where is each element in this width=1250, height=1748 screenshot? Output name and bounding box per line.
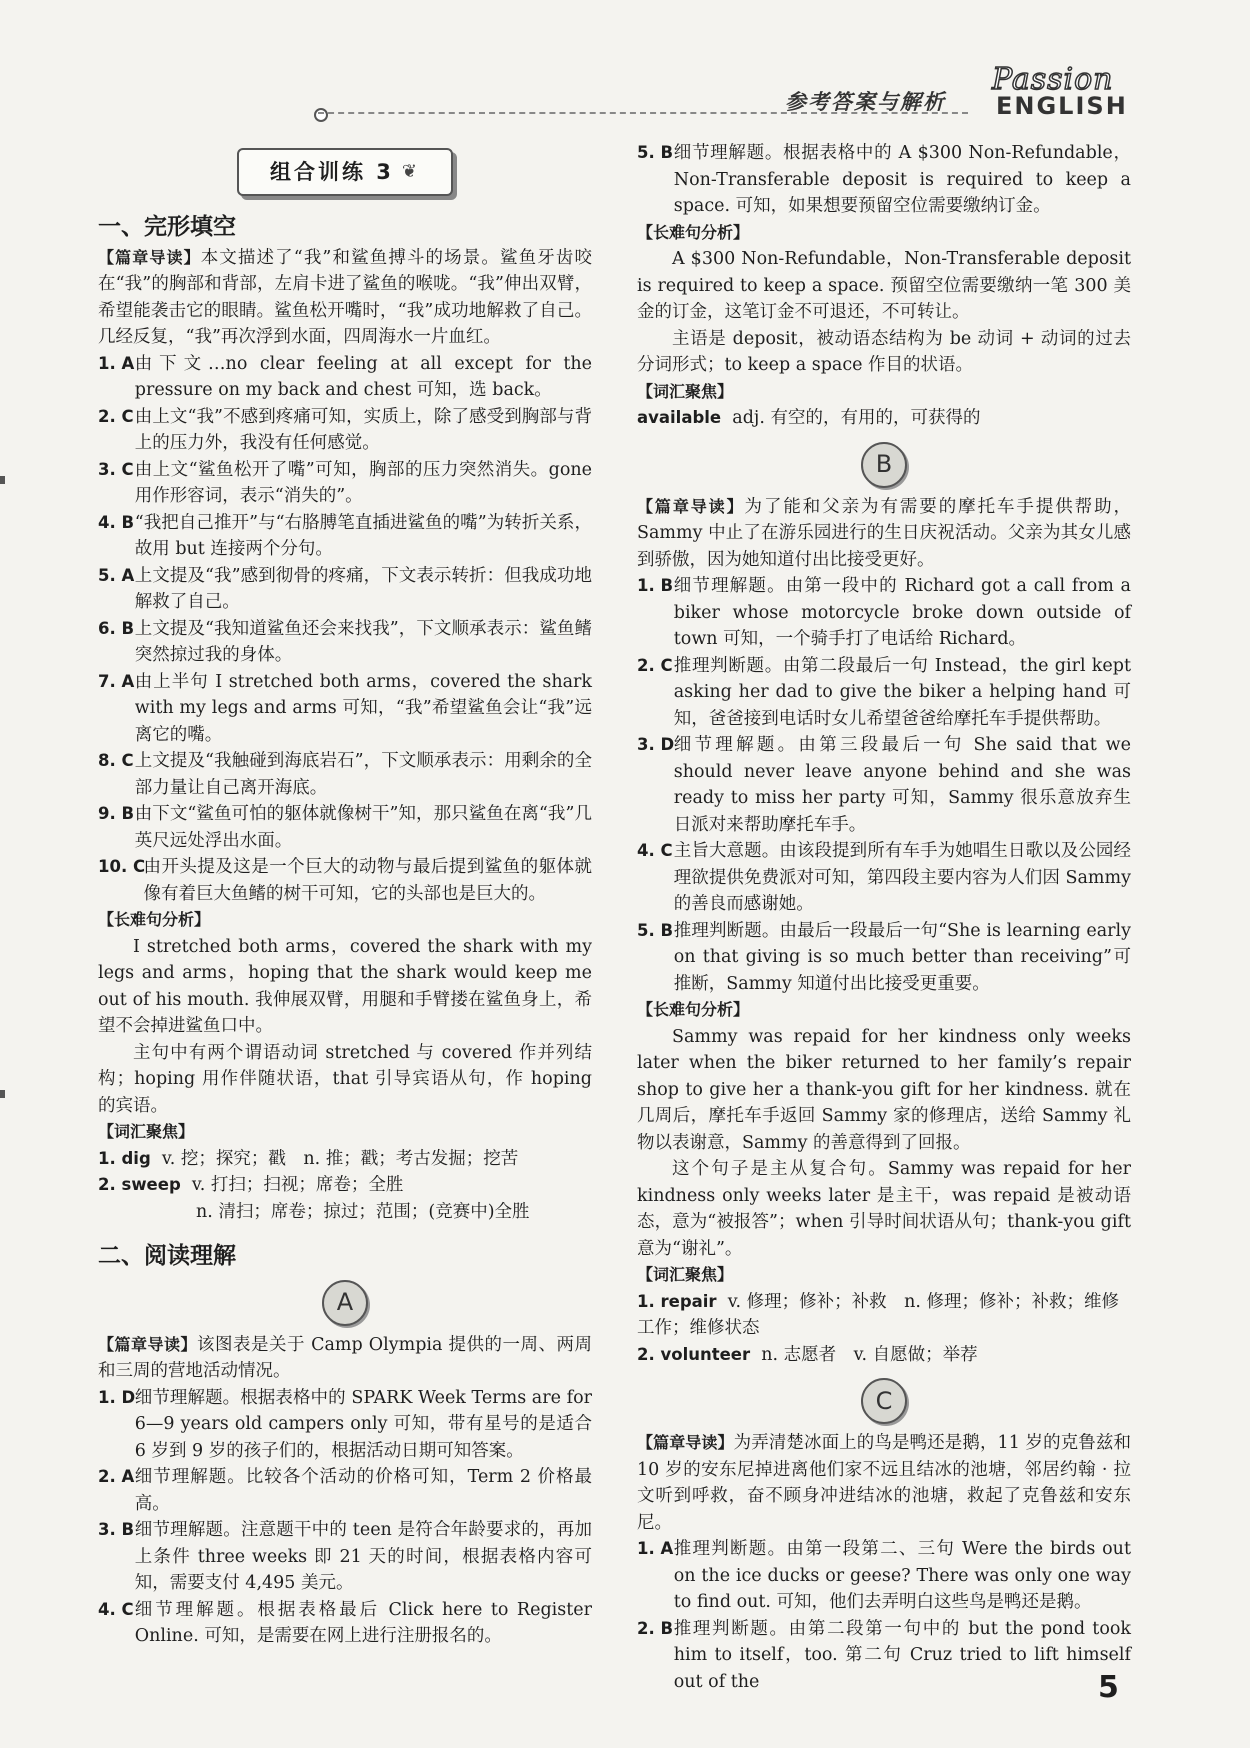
left-column <box>98 140 592 1650</box>
intro-tag: 【篇章导读】 <box>98 1334 198 1354</box>
answer-number: 4. C <box>637 841 673 860</box>
passage-a-answers <box>98 1385 592 1650</box>
vocab-word: 1. repair <box>637 1291 717 1311</box>
vocab-item <box>637 1342 1131 1369</box>
answer-text: 细节理解题。由第三段最后一句 She said that we should never leave anyone behind and she was ready to miss her party 可知，Sammy 很乐意放弃生日派对来帮助摩托车手。 <box>673 735 1131 835</box>
vocab-item <box>98 1172 592 1199</box>
answer-number: 7. A <box>98 671 135 691</box>
answer-text: 推理判断题。由最后一段最后一句“She is learning early on that giving is so much better than receiving”可推断，Sammy 知道付出比接受更重要。 <box>673 920 1131 994</box>
answer-text: 细节理解题。根据表格中的 A $300 Non-Refundable，Non-Transferable deposit is required to keep a space. 可知，如果想要预留空位需要缴纳订金。 <box>673 143 1131 216</box>
intro-text: 本文描述了“我”和鲨鱼搏斗的场景。鲨鱼牙齿咬在“我”的胸部和背部，左肩卡进了鲨鱼的喉咙。“我”伸出双臂，希望能袭击它的眼睛。鲨鱼松开嘴时，“我”成功地解救了自己。几经反复，“我”再次浮到水面，四周海水一片血红。 <box>98 247 592 347</box>
intro-tag: 【篇章导读】 <box>98 247 201 267</box>
section-banner <box>237 148 453 196</box>
answer-item <box>98 616 592 669</box>
cloze-answers <box>98 351 592 908</box>
answer-number: 4. C <box>98 1599 134 1619</box>
vocab-word: 1. dig <box>98 1148 151 1168</box>
intro-tag: 【篇章导读】 <box>637 496 745 516</box>
vocab-definition: n. 志愿者 v. 自愿做；举荐 <box>761 1344 978 1365</box>
section-heading-reading: 二、阅读理解 <box>98 1243 236 1269</box>
binding-mark <box>0 1090 5 1098</box>
long-sentence-tag: 【长难句分析】 <box>637 1000 750 1019</box>
answer-item <box>98 457 592 510</box>
answer-text: 由开头提及这是一个巨大的动物与最后提到鲨鱼的躯体就像有着巨大鱼鳍的树干可知，它的头部也是巨大的。 <box>143 857 592 904</box>
answer-text: 上文提及“我触碰到海底岩石”，下文顺承表示：用剩余的全部力量让自己离开海底。 <box>134 751 592 798</box>
header-title: 参考答案与解析 <box>785 90 946 114</box>
answer-item <box>98 404 592 457</box>
answer-number: 5. B <box>637 920 674 940</box>
intro-text: 该图表是关于 Camp Olympia 提供的一周、两周和三周的营地活动情况。 <box>98 1334 592 1381</box>
answer-item <box>98 563 592 616</box>
vocab-tag: 【词汇聚焦】 <box>637 381 734 401</box>
answer-item <box>98 854 592 907</box>
answer-text: 主旨大意题。由该段提到所有车手为她唱生日歌以及公园经理欲提供免费派对可知，第四段主要内容为人们因 Sammy 的善良而感谢她。 <box>673 841 1131 914</box>
logo-passion: Passion <box>992 62 1114 97</box>
vocab-definition: adj. 有空的，有用的，可获得的 <box>732 408 981 428</box>
answer-number: 1. A <box>637 1539 674 1558</box>
answer-text: “我把自己推开”与“右胳膊笔直插进鲨鱼的嘴”为转折关系，故用 but 连接两个分句。 <box>134 512 592 559</box>
vocab-definition-cont: n. 清扫；席卷；掠过；范围；(竞赛中)全胜 <box>196 1201 530 1222</box>
answer-text: 由下文“鲨鱼可怕的躯体就像树干”知，那只鲨鱼在离“我”几英尺远处浮出水面。 <box>134 804 592 851</box>
long-sentence-tag: 【长难句分析】 <box>637 222 750 242</box>
vocab-tag: 【词汇聚焦】 <box>637 1265 734 1284</box>
vocab-tag: 【词汇聚焦】 <box>98 1122 195 1141</box>
answer-number: 2. C <box>637 655 673 675</box>
passage-c-marker: C <box>861 1378 907 1424</box>
answer-number: 1. D <box>98 1387 136 1407</box>
answer-text: 由上文“鲨鱼松开了嘴”可知，胸部的压力突然消失。gone 用作形容词，表示“消失的”。 <box>134 459 592 506</box>
logo-english: ENGLISH <box>996 92 1128 120</box>
long-sentence-analysis: 主句中有两个谓语动词 stretched 与 covered 作并列结构；hoping 用作伴随状语，that 引导宾语从句，作 hoping 的宾语。 <box>98 1042 592 1116</box>
long-sentence-tag: 【长难句分析】 <box>98 910 211 929</box>
vocab-item <box>98 1146 592 1173</box>
answer-item <box>637 140 1131 220</box>
answer-number: 6. B <box>98 618 135 638</box>
answer-number: 10. C <box>98 857 146 876</box>
answer-number: 8. C <box>98 751 134 770</box>
intro-paragraph <box>637 1430 1131 1536</box>
intro-paragraph <box>98 1332 592 1385</box>
answer-number: 2. A <box>98 1467 135 1486</box>
answer-item <box>637 838 1131 918</box>
vocab-word: available <box>637 408 722 427</box>
intro-paragraph <box>98 245 592 351</box>
header-dot <box>314 108 328 122</box>
answer-text: 细节理解题。比较各个活动的价格可知，Term 2 价格最高。 <box>134 1467 592 1514</box>
answer-text: 由上文“我”不感到疼痛可知，实质上，除了感受到胸部与背上的压力外，我没有任何感觉。 <box>134 406 592 453</box>
answer-text: 推理判断题。由第二段第一句中的 but the pond took him to itself，too. 第二句 Cruz tried to lift himself out of the <box>673 1618 1131 1692</box>
vocab-item <box>637 405 1131 432</box>
answer-item <box>98 1597 592 1650</box>
answer-text: 由上半句 I stretched both arms，covered the shark with my legs and arms 可知，“我”希望鲨鱼会让“我”远离它的嘴。 <box>134 671 592 745</box>
right-column <box>637 140 1131 1695</box>
answer-number: 5. A <box>98 565 135 585</box>
answer-item <box>637 1536 1131 1616</box>
long-sentence-analysis: 这个句子是主从复合句。Sammy was repaid for her kindness only weeks later 是主干，was repaid 是被动语态，意为“被报答”；when 引导时间状语从句；thank-you gift 意为“谢礼”。 <box>637 1159 1131 1259</box>
answer-item <box>637 573 1131 653</box>
answer-item <box>98 1385 592 1465</box>
answer-number: 3. D <box>637 735 675 754</box>
answer-item <box>637 732 1131 838</box>
intro-text: 为弄清楚冰面上的鸟是鸭还是鹅，11 岁的克鲁兹和 10 岁的安东尼掉进离他们家不远且结冰的池塘，邻居约翰 · 拉文听到呼救，奋不顾身冲进结冰的池塘，救起了克鲁兹和安东尼。 <box>637 1433 1131 1533</box>
leaf-icon: ❦ <box>401 160 421 182</box>
long-sentence-analysis: 主语是 deposit，被动语态结构为 be 动词 + 动词的过去分词形式；to keep a space 作目的状语。 <box>637 328 1131 375</box>
page-number: 5 <box>1098 1670 1119 1705</box>
answer-text: 由下文…no clear feeling at all except for the pressure on my back and chest 可知，选 back。 <box>134 353 592 400</box>
vocab-definition: v. 修理；修补；补救 n. 修理；修补；补救；维修工作；维修状态 <box>637 1291 1120 1338</box>
banner-title: 组合训练 3 <box>269 159 394 184</box>
answer-text: 细节理解题。注意题干中的 teen 是符合年龄要求的，再加上条件 three weeks 即 21 天的时间，根据表格内容可知，需要支付 4,495 美元。 <box>134 1520 592 1593</box>
answer-number: 5. B <box>637 143 674 162</box>
answer-text: 推理判断题。由第二段最后一句 Instead，the girl kept asking her dad to give the biker a helping hand 可知，爸爸接到电话时女儿希望爸爸给摩托车手提供帮助。 <box>673 655 1131 729</box>
answer-text: 上文提及“我”感到彻骨的疼痛，下文表示转折：但我成功地解救了自己。 <box>134 565 592 612</box>
answer-text: 细节理解题。根据表格中的 SPARK Week Terms are for 6—9 years old campers only 可知，带有星号的是适合 6 岁到 9 岁的孩子们的，根据活动日期可知答案。 <box>134 1387 592 1461</box>
long-sentence-text: I stretched both arms，covered the shark with my legs and arms，hoping that the shark would keep me out of his mouth. 我伸展双臂，用腿和手臂搂在鲨鱼身上，希望不会掉进鲨鱼口中。 <box>98 936 592 1036</box>
answer-text: 上文提及“我知道鲨鱼还会来找我”，下文顺承表示：鲨鱼鳍突然掠过我的身体。 <box>134 618 592 665</box>
answer-number: 4. B <box>98 512 135 532</box>
vocab-word: 2. volunteer <box>637 1344 751 1364</box>
answer-item <box>98 748 592 801</box>
answer-number: 1. B <box>637 576 674 595</box>
answer-item <box>637 653 1131 733</box>
answer-number: 3. B <box>98 1520 135 1539</box>
section-heading-cloze: 一、完形填空 <box>98 214 236 240</box>
intro-tag: 【篇章导读】 <box>637 1433 734 1452</box>
answer-item <box>98 351 592 404</box>
answer-number: 3. C <box>98 459 134 479</box>
answer-item <box>637 918 1131 998</box>
passage-a-marker: A <box>322 1280 368 1326</box>
vocab-definition: v. 打扫；扫视；席卷；全胜 <box>191 1175 404 1195</box>
binding-mark <box>0 476 5 484</box>
answer-number: 2. B <box>637 1618 674 1638</box>
answer-item <box>98 1517 592 1597</box>
answer-number: 1. A <box>98 353 135 373</box>
intro-text: 为了能和父亲为有需要的摩托车手提供帮助，Sammy 中止了在游乐园进行的生日庆祝活动。父亲为其女儿感到骄傲，因为她知道付出比接受更好。 <box>637 496 1131 570</box>
answer-item <box>98 669 592 749</box>
vocab-definition: v. 挖；探究；戳 n. 推；戳；考古发掘；挖苦 <box>161 1148 519 1169</box>
answer-text: 细节理解题。根据表格最后 Click here to Register Online. 可知，是需要在网上进行注册报名的。 <box>134 1599 592 1646</box>
answer-item <box>98 1464 592 1517</box>
passage-b-answers <box>637 573 1131 997</box>
answer-text: 细节理解题。由第一段中的 Richard got a call from a biker whose motorcycle broke down outside of town 可知，一个骑手打了电话给 Richard。 <box>673 576 1131 649</box>
passage-c-answers <box>637 1536 1131 1695</box>
answer-item <box>98 510 592 563</box>
answer-text: 推理判断题。由第一段第二、三句 Were the birds out on the ice ducks or geese? There was only one way to find out. 可知，他们去弄明白这些鸟是鸭还是鹅。 <box>673 1539 1131 1612</box>
answer-number: 2. C <box>98 406 134 426</box>
long-sentence-text: Sammy was repaid for her kindness only weeks later when the biker returned to her family’s repair shop to give her a thank-you gift for her kindness. 就在几周后，摩托车手返回 Sammy 家的修理店，送给 Sammy 礼物以表谢意，Sammy 的善意得到了回报。 <box>637 1026 1131 1153</box>
long-sentence-text: A $300 Non-Refundable，Non-Transferable deposit is required to keep a space. 预留空位需要缴纳一笔 300 美金的订金，这笔订金不可退还，不可转让。 <box>637 249 1131 322</box>
answer-number: 9. B <box>98 804 135 823</box>
answer-item <box>637 1616 1131 1696</box>
passion-english-logo <box>986 62 1126 124</box>
answer-item <box>98 801 592 854</box>
vocab-word: 2. sweep <box>98 1175 181 1194</box>
vocab-item <box>637 1289 1131 1342</box>
intro-paragraph <box>637 494 1131 574</box>
passage-b-marker: B <box>861 442 907 488</box>
